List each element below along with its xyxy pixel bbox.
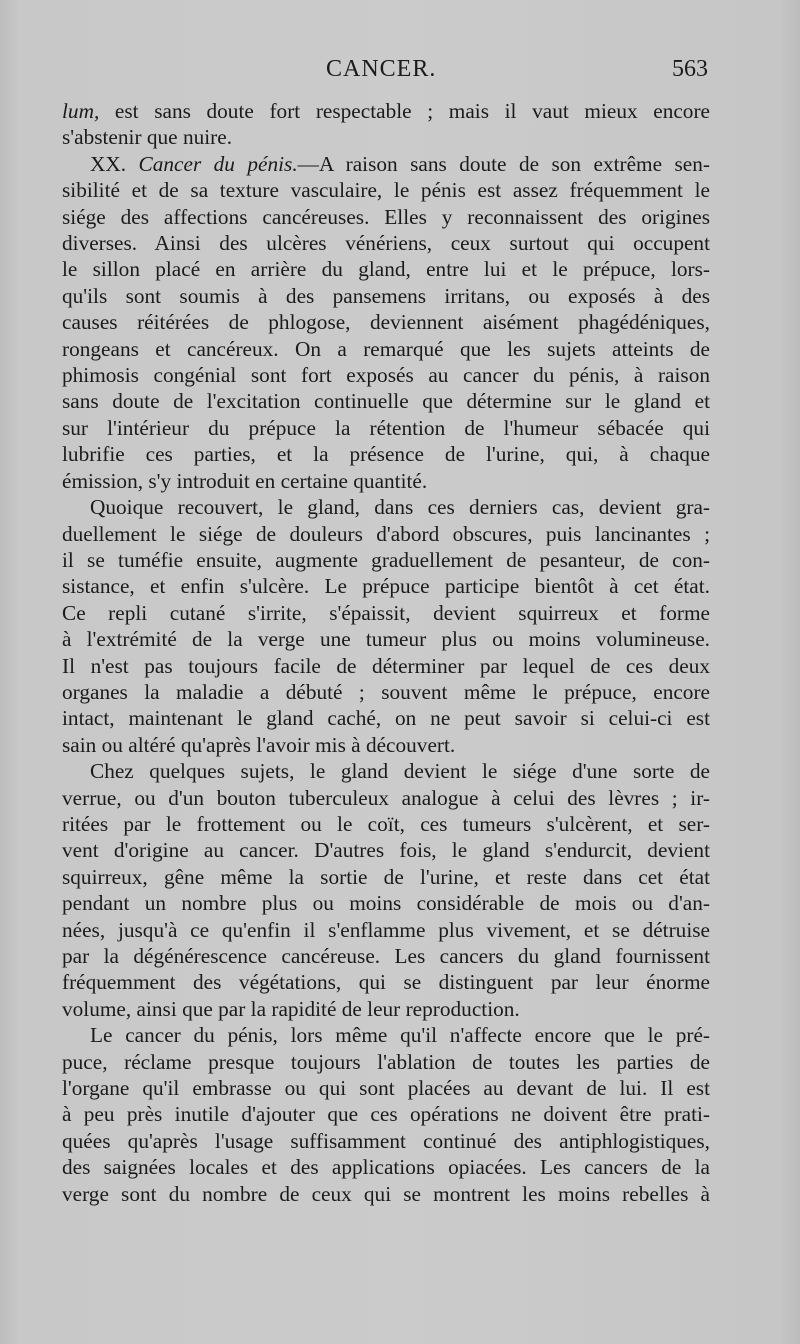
text-line: fréquemment des végétations, qui se distinguent par leur énorme: [62, 970, 710, 995]
text-line: quées qu'après l'usage suffisamment continué des antiphlogistiques,: [62, 1128, 710, 1153]
text-line: XX. Cancer du pénis.—A raison sans doute de son extrême sen-: [90, 151, 710, 176]
text-line: à peu près inutile d'ajouter que ces opérations ne doivent être prati-: [62, 1102, 710, 1127]
text-line: par la dégénérescence cancéreuse. Les cancers du gland fournissent: [62, 944, 710, 968]
text-line: le sillon placé en arrière du gland, entre lui et le prépuce, lors-: [62, 257, 710, 282]
page-number: 563: [672, 56, 708, 82]
text-line: sistance, et enfin s'ulcère. Le prépuce participe bientôt à cet état.: [62, 574, 710, 599]
text-line: sans doute de l'excitation continuelle que détermine sur le gland et: [62, 389, 710, 414]
text-line: Chez quelques sujets, le gland devient le siége d'une sorte de: [90, 759, 710, 784]
text-line: puce, réclame presque toujours l'ablation de toutes les parties de: [62, 1049, 710, 1074]
text-line: pendant un nombre plus ou moins considérable de mois ou d'an-: [62, 891, 710, 916]
text-line: Quoique recouvert, le gland, dans ces derniers cas, devient gra-: [90, 495, 710, 520]
text-line: intact, maintenant le gland caché, on ne peut savoir si celui-ci est: [62, 706, 710, 731]
text-line: émission, s'y introduit en certaine quantité.: [62, 468, 428, 493]
text-line: l'organe qu'il embrasse ou qui sont placées au devant de lui. Il est: [62, 1076, 710, 1101]
text-line: Il n'est pas toujours facile de déterminer par lequel de ces deux: [62, 653, 710, 678]
text-line: qu'ils sont soumis à des pansemens irritans, ou exposés à des: [62, 283, 710, 308]
text-line: à l'extrémité de la verge une tumeur plus ou moins volumineuse.: [62, 627, 710, 652]
text-line: sain ou altéré qu'après l'avoir mis à découvert.: [62, 732, 456, 757]
text-line: des saignées locales et des applications opiacées. Les cancers de la: [62, 1155, 710, 1180]
text-line: vent d'origine au cancer. D'autres fois, le gland s'endurcit, devient: [62, 838, 710, 863]
text-line: organes la maladie a débuté ; souvent même le prépuce, encore: [62, 679, 710, 704]
text-line: s'abstenir que nuire.: [62, 125, 233, 150]
text-line: verrue, ou d'un bouton tuberculeux analogue à celui des lèvres ; ir-: [62, 785, 710, 810]
paragraph: [62, 758, 710, 1022]
paragraph: [62, 1022, 710, 1207]
page-header: [62, 56, 708, 90]
text-line: duellement le siége de douleurs d'abord obscures, puis lancinantes ;: [62, 521, 710, 546]
paragraph-cancer-penis: [62, 151, 710, 494]
paragraph: [62, 98, 710, 151]
text-line: lubrifie ces parties, et la présence de l'urine, qui, à chaque: [62, 442, 710, 467]
text-line: Ce repli cutané s'irrite, s'épaissit, devient squirreux et forme: [62, 600, 710, 625]
text-line: rongeans et cancéreux. On a remarqué que les sujets atteints de: [62, 336, 710, 361]
text-line: causes réitérées de phlogose, deviennent aisément phagédéniques,: [62, 310, 710, 335]
text-line: Le cancer du pénis, lors même qu'il n'affecte encore que le pré-: [90, 1023, 710, 1048]
paragraph: [62, 494, 710, 758]
text-line: phimosis congénial sont fort exposés au cancer du pénis, à raison: [62, 363, 710, 388]
body-text: [62, 98, 710, 1207]
text-line: verge sont du nombre de ceux qui se montrent les moins rebelles à: [62, 1181, 710, 1206]
text-line: volume, ainsi que par la rapidité de leur reproduction.: [62, 996, 520, 1021]
section-heading: Cancer du pénis.: [138, 151, 298, 176]
text-line: nées, jusqu'à ce qu'enfin il s'enflamme plus vivement, et se détruise: [62, 917, 710, 942]
section-number: XX.: [90, 151, 127, 176]
italic-word: lum,: [62, 99, 100, 123]
text-line: sibilité et de sa texture vasculaire, le pénis est assez fréquemment le: [62, 178, 710, 203]
running-head: CANCER.: [326, 56, 437, 82]
text-line: ritées par le frottement ou le coït, ces tumeurs s'ulcèrent, et ser-: [62, 811, 710, 836]
text-line: lum, est sans doute fort respectable ; mais il vaut mieux encore: [62, 99, 710, 123]
text-line: diverses. Ainsi des ulcères vénériens, ceux surtout qui occupent: [62, 231, 710, 256]
text-line: siége des affections cancéreuses. Elles y reconnaissent des origines: [62, 204, 710, 229]
text-line: squirreux, gêne même la sortie de l'urine, et reste dans cet état: [62, 864, 710, 889]
text-line: sur l'intérieur du prépuce la rétention de l'humeur sébacée qui: [62, 415, 710, 440]
text-line: il se tuméfie ensuite, augmente graduellement de pesanteur, de con-: [62, 547, 710, 572]
